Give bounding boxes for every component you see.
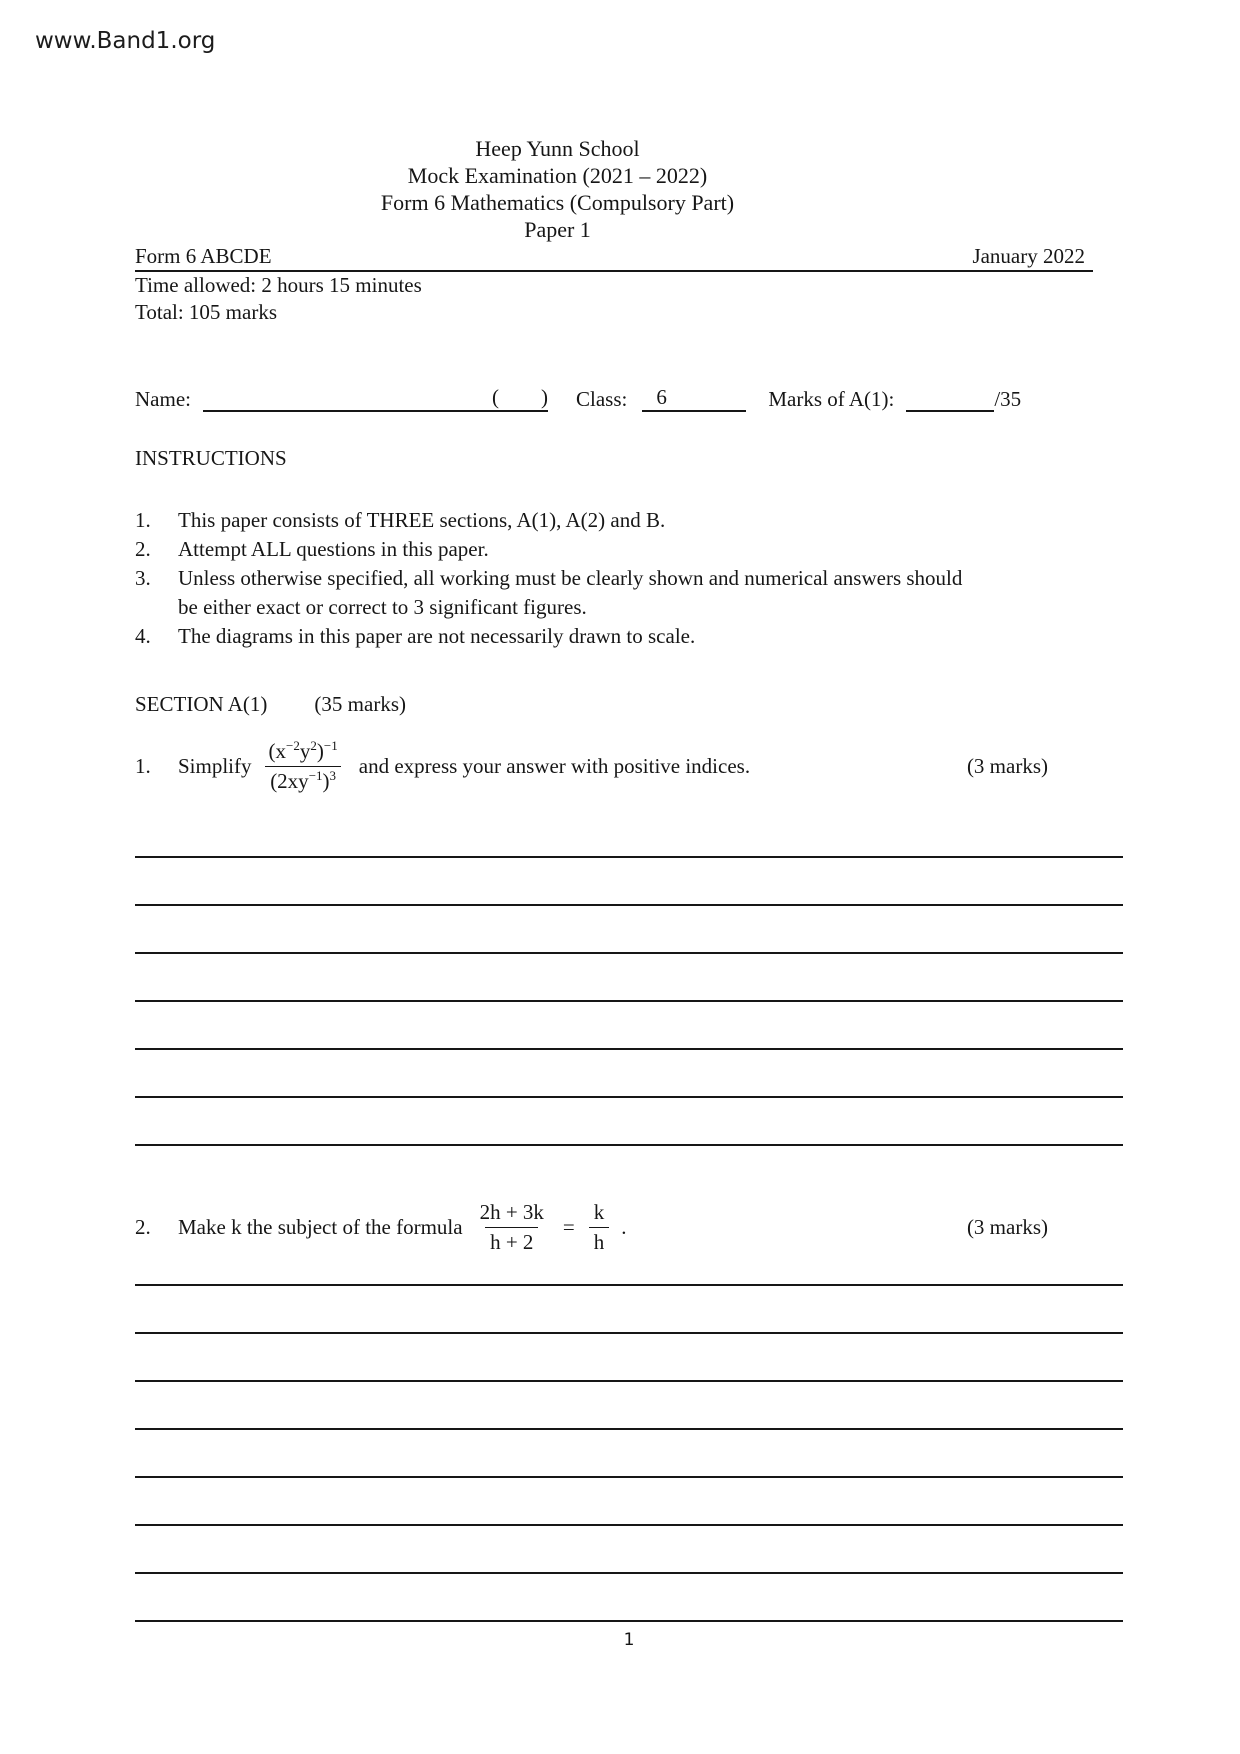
instruction-item xyxy=(135,564,1123,622)
fraction-numerator: 2h + 3k xyxy=(479,1199,544,1224)
instruction-text: Unless otherwise specified, all working must be clearly shown and numerical answers should be either exact or correct to 3 significant figures. xyxy=(178,566,963,619)
question-marks: (3 marks) xyxy=(966,1214,1048,1239)
page-number: 1 xyxy=(623,1630,635,1650)
answer-line[interactable] xyxy=(135,1478,1123,1526)
question-lead-text: Make k the subject of the formula xyxy=(178,1214,463,1239)
name-input-line[interactable]: ( ) xyxy=(203,385,548,412)
marks-input-line[interactable] xyxy=(906,385,994,412)
question-marks: (3 marks) xyxy=(966,753,1048,778)
fraction-expression xyxy=(264,739,343,794)
answer-line[interactable] xyxy=(135,906,1123,954)
section-marks: (35 marks) xyxy=(314,692,406,716)
student-info-row xyxy=(135,382,1123,412)
instruction-item xyxy=(135,622,1123,651)
title-block xyxy=(135,135,980,243)
fraction-numerator: k xyxy=(593,1199,605,1224)
answer-line[interactable] xyxy=(135,1382,1123,1430)
instructions-heading: INSTRUCTIONS xyxy=(135,446,287,470)
school-name: Heep Yunn School xyxy=(475,136,640,161)
answer-lines-q2 xyxy=(135,1238,1123,1622)
fraction-numerator: $(x^{-2}y^2)^{-1}$ xyxy=(268,737,338,763)
answer-line[interactable] xyxy=(135,1286,1123,1334)
instruction-number: 1. xyxy=(135,508,151,532)
instruction-text: The diagrams in this paper are not necessarily drawn to scale. xyxy=(178,624,696,648)
fraction-expression-left xyxy=(475,1200,549,1255)
question-lead-text: Simplify xyxy=(178,753,252,778)
answer-line[interactable] xyxy=(135,1334,1123,1382)
fraction-denominator: $(2xy^{-1})^3$ xyxy=(265,766,341,794)
question-number: 1. xyxy=(135,753,151,778)
instruction-text: This paper consists of THREE sections, A(1), A(2) and B. xyxy=(178,508,666,532)
time-allowed: Time allowed: 2 hours 15 minutes xyxy=(135,273,422,297)
instruction-text: Attempt ALL questions in this paper. xyxy=(178,537,489,561)
question-1 xyxy=(135,734,1123,798)
answer-line[interactable] xyxy=(135,1098,1123,1146)
class-label: Class: xyxy=(575,387,628,411)
form-label: Form 6 ABCDE xyxy=(135,244,272,268)
fraction-denominator: h xyxy=(589,1227,610,1255)
equals-sign: = xyxy=(562,1214,575,1239)
instruction-number: 2. xyxy=(135,537,151,561)
question-tail-text: and express your answer with positive indices. xyxy=(358,753,751,778)
instruction-number: 4. xyxy=(135,624,151,648)
form-date-row xyxy=(135,243,1093,272)
section-title: SECTION A(1) xyxy=(135,692,268,716)
answer-lines-q1 xyxy=(135,810,1123,1146)
instruction-item xyxy=(135,535,1123,564)
answer-line[interactable] xyxy=(135,810,1123,858)
instruction-number: 3. xyxy=(135,566,151,590)
answer-line[interactable] xyxy=(135,1050,1123,1098)
answer-line[interactable] xyxy=(135,1574,1123,1622)
total-marks: Total: 105 marks xyxy=(135,300,278,324)
answer-line[interactable] xyxy=(135,858,1123,906)
exam-title: Mock Examination (2021 – 2022) xyxy=(407,163,708,188)
exam-date: January 2022 xyxy=(972,244,1085,268)
subject-title: Form 6 Mathematics (Compulsory Part) xyxy=(380,190,735,215)
sentence-period: . xyxy=(621,1214,627,1239)
class-input-line[interactable]: 6 xyxy=(642,385,746,412)
answer-line[interactable] xyxy=(135,954,1123,1002)
website-banner: www.Band1.org xyxy=(35,28,216,54)
fraction-expression-right xyxy=(589,1200,610,1255)
fraction-denominator: h + 2 xyxy=(485,1227,538,1255)
marks-denominator: /35 xyxy=(994,387,1022,411)
answer-line[interactable] xyxy=(135,1526,1123,1574)
name-label: Name: xyxy=(135,387,191,411)
paper-number: Paper 1 xyxy=(524,217,591,242)
section-a1-heading xyxy=(135,691,1123,718)
question-number: 2. xyxy=(135,1214,151,1239)
instruction-item xyxy=(135,506,1123,535)
instructions-list xyxy=(135,506,1123,651)
answer-line[interactable] xyxy=(135,1002,1123,1050)
answer-line[interactable] xyxy=(135,1430,1123,1478)
answer-line[interactable] xyxy=(135,1238,1123,1286)
marks-of-a1-label: Marks of A(1): xyxy=(768,387,895,411)
